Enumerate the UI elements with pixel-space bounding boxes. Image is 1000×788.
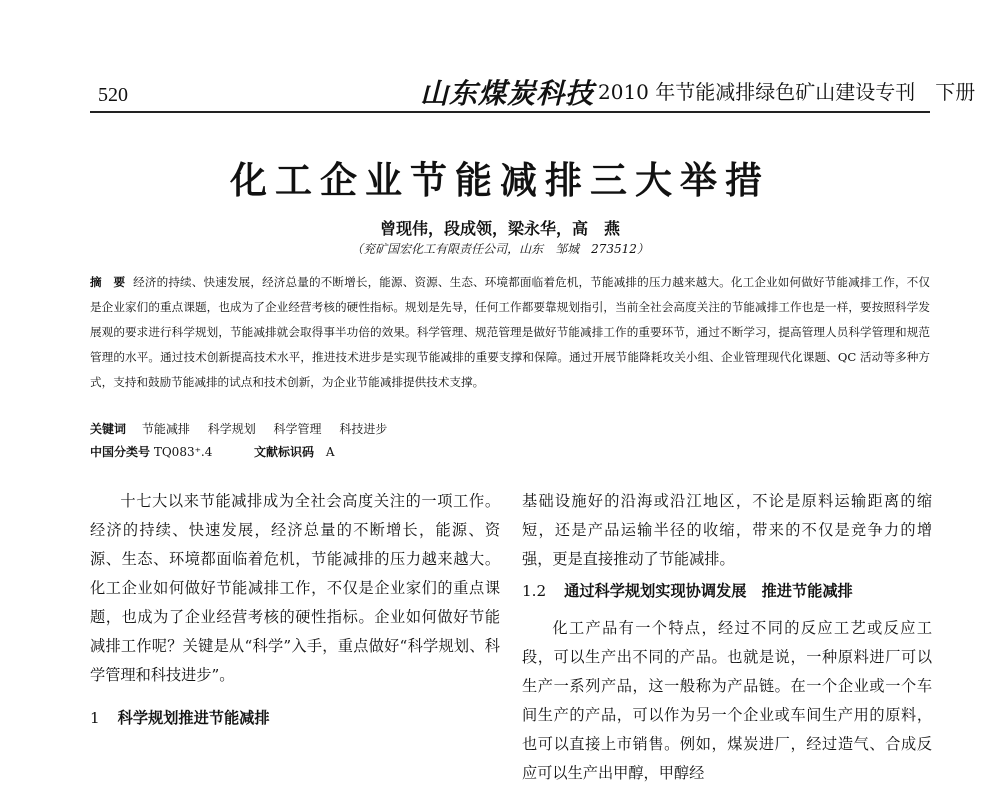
keyword-item: 科学管理 bbox=[273, 422, 322, 436]
header-divider bbox=[90, 111, 930, 113]
subsection-paragraph: 化工产品有一个特点，经过不同的反应工艺或反应工段，可以生产出不同的产品。也就是说，一种原料进厂可以生产一系列产品，这一般称为产品链。在一个企业或一个车间生产的产品，可以作为另一个企业或车间生产用的原料，也可以直接上市销售。例如，煤炭进厂，经过造气、合成反应可以生产出甲醇，甲醇经 bbox=[522, 619, 932, 782]
keyword-item: 节能减排 bbox=[141, 422, 190, 436]
keyword-item: 科技进步 bbox=[339, 422, 388, 436]
journal-logo: 山东煤炭科技 bbox=[420, 77, 595, 110]
clc-label: 中国分类号 bbox=[90, 445, 151, 459]
classification-line bbox=[90, 443, 930, 460]
body-right-column bbox=[522, 487, 932, 788]
issue-title: 2010 年节能减排绿色矿山建设专刊 下册 bbox=[598, 80, 976, 104]
article-title: 化工企业节能减排三大举措 bbox=[230, 158, 770, 202]
intro-paragraph: 十七大以来节能减排成为全社会高度关注的一项工作。经济的持续、快速发展，经济总量的不断增长，能源、资源、生态、环境都面临着危机，节能减排的压力越来越大。化工企业如何做好节能减排工作，不仅是企业家们的重点课题，也成为了企业经营考核的硬性指标。企业如何做好节能减排工作呢？关键是从“科学”入手，重点做好“科学规划、科学管理和科技进步”。 bbox=[90, 492, 500, 684]
keyword-item: 科学规划 bbox=[207, 422, 256, 436]
section-number: 1 bbox=[90, 709, 100, 727]
doc-code-label: 文献标识码 bbox=[254, 445, 315, 459]
affiliation: （兖矿国宏化工有限责任公司，山东 邹城 273512） bbox=[351, 242, 649, 256]
section-heading bbox=[90, 704, 500, 733]
keywords-label: 关键词 bbox=[90, 422, 127, 436]
subsection-heading bbox=[522, 577, 932, 606]
abstract bbox=[90, 270, 930, 395]
page-number: 520 bbox=[98, 84, 128, 106]
author-list: 曾现伟，段成领，梁永华，高 燕 bbox=[379, 219, 620, 238]
abstract-label: 摘 要 bbox=[90, 275, 126, 289]
section-title: 科学规划推进节能减排 bbox=[117, 709, 270, 727]
abstract-text: 经济的持续、快速发展，经济总量的不断增长，能源、资源、生态、环境都面临着危机，节能减排的压力越来越大。化工企业如何做好节能减排工作，不仅是企业家们的重点课题，也成为了企业经营考核的硬性指标。规划是先导，任何工作都要靠规划指引，当前全社会高度关注的节能减排工作也是一样，要按照科学发展观的要求进行科学规划，节能减排就会取得事半功倍的效果。科学管理、规范管理是做好节能减排工作的重要环节，通过不断学习，提高管理人员科学管理和规范管理的水平。通过技术创新提高技术水平，推进技术进步是实现节能减排的重要支撑和保障。通过开展节能降耗攻关小组、企业管理现代化课题、QC 活动等多种方式，支持和鼓励节能减排的试点和技术创新，为企业节能减排提供技术支撑。 bbox=[90, 275, 930, 389]
subsection-title: 通过科学规划实现协调发展 推进节能减排 bbox=[564, 582, 853, 600]
clc-value: TQ083⁺.4 bbox=[153, 445, 213, 459]
subsection-number: 1.2 bbox=[522, 582, 547, 600]
body-left-column bbox=[90, 487, 500, 741]
continued-paragraph: 基础设施好的沿海或沿江地区，不论是原料运输距离的缩短，还是产品运输半径的收缩，带来的不仅是竞争力的增强，更是直接推动了节能减排。 bbox=[522, 492, 932, 568]
keywords bbox=[90, 420, 930, 437]
doc-code-value: A bbox=[325, 445, 335, 459]
